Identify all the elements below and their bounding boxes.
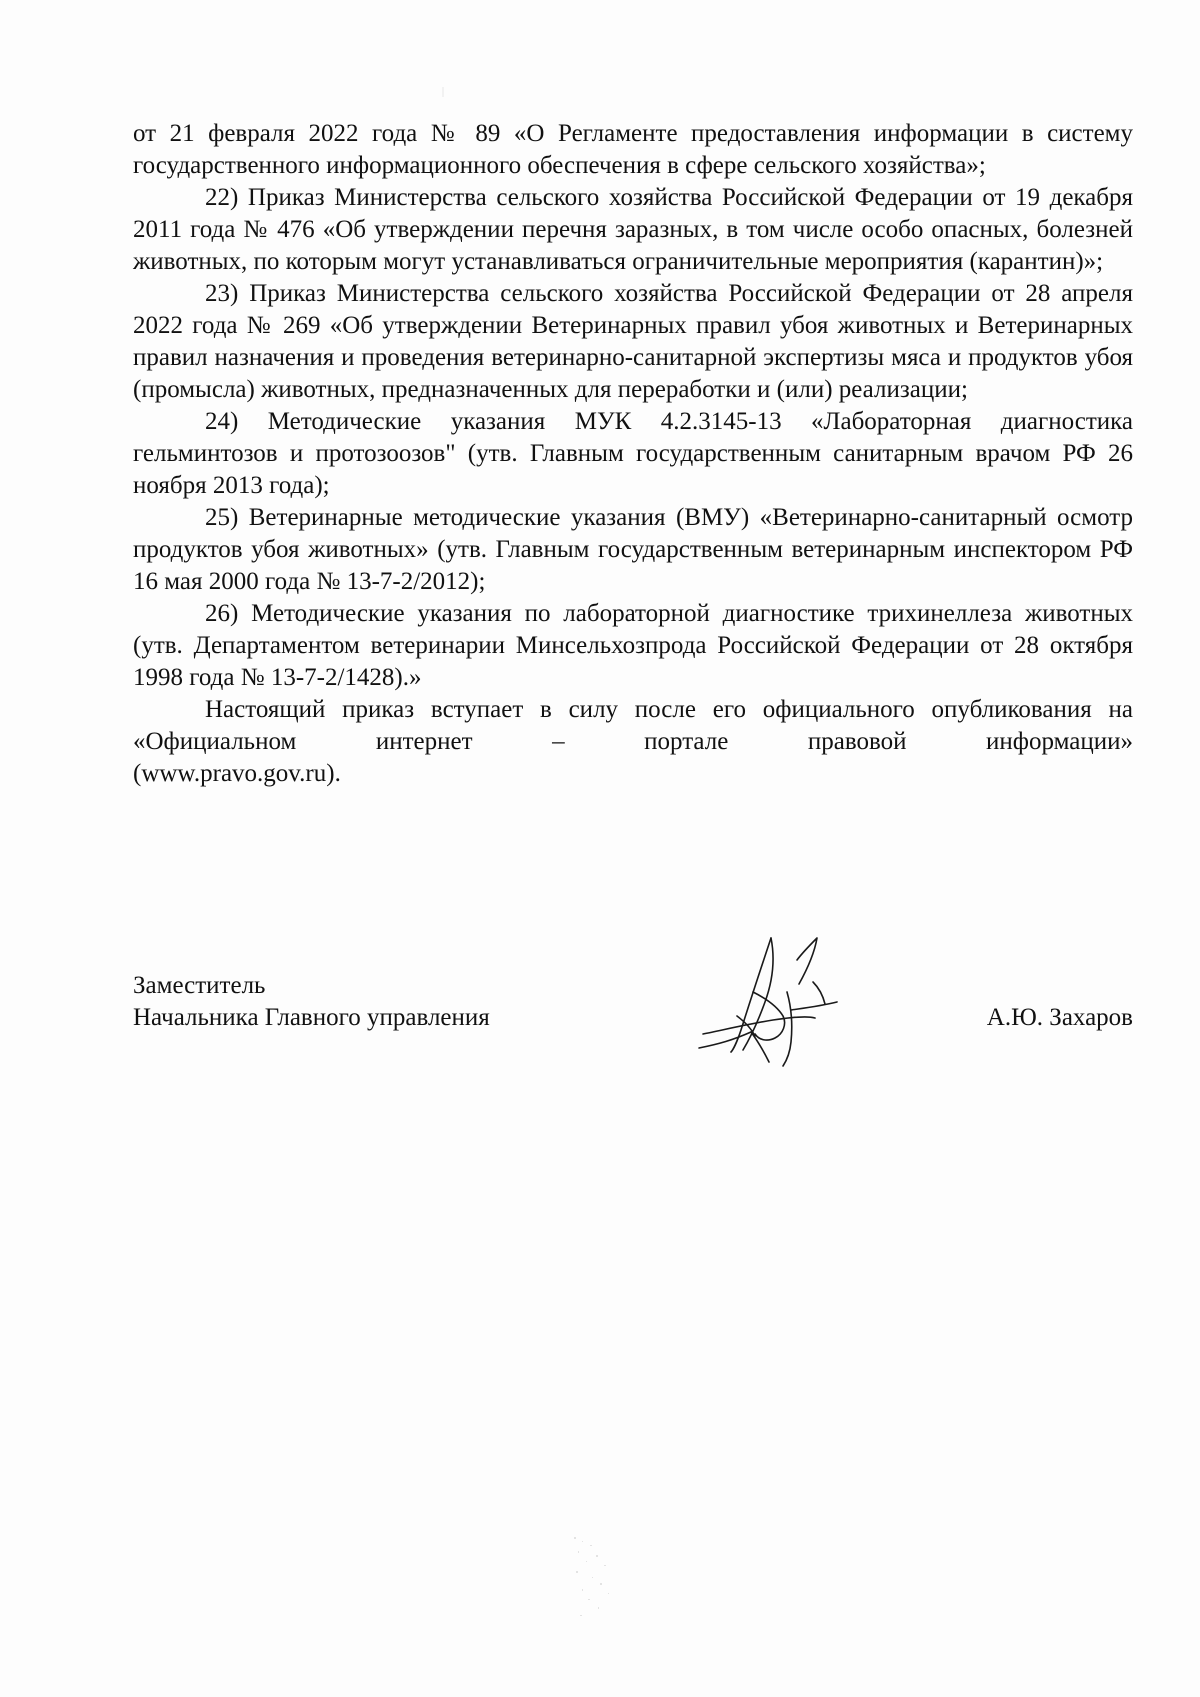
paragraph-21-continuation: от 21 февраля 2022 года № 89 «О Регламенте предоставления информации в систему государственного информационного обеспечения в сфере сельского хозяйства»; bbox=[133, 120, 1133, 179]
paragraph-item-26: 26) Методические указания по лабораторной диагностике трихинеллеза животных (утв. Департаментом ветеринарии Минсельхозпрода Российской Федерации от 28 октября 1998 года № 13-7-2/1428).» bbox=[133, 600, 1133, 691]
signatory-title-line1: Заместитель bbox=[133, 972, 266, 999]
paragraph-item-25: 25) Ветеринарные методические указания (ВМУ) «Ветеринарно-санитарный осмотр продуктов убоя животных» (утв. Главным государственным ветеринарным инспектором РФ 16 мая 2000 года № 13-7-2/2012); bbox=[133, 504, 1133, 595]
scan-artifact bbox=[570, 1535, 620, 1625]
paragraph-effective-date: Настоящий приказ вступает в силу после его официального опубликования на «Официальном интернет – портале правовой информации» bbox=[133, 696, 1133, 755]
signature-block bbox=[133, 970, 1133, 1090]
paragraph-item-22: 22) Приказ Министерства сельского хозяйства Российской Федерации от 19 декабря 2011 года № 476 «Об утверждении перечня заразных, в том числе особо опасных, болезней животных, по которым могут устанавливаться ограничительные мероприятия (карантин)»; bbox=[133, 184, 1133, 275]
scan-mark bbox=[440, 84, 446, 94]
signatory-title bbox=[133, 970, 490, 1034]
paragraph-item-23: 23) Приказ Министерства сельского хозяйства Российской Федерации от 28 апреля 2022 года № 269 «Об утверждении Ветеринарных правил убоя животных и Ветеринарных правил назначения и проведения ветеринарно-санитарной экспертизы мяса и продуктов убоя (промысла) животных, предназначенных для переработки и (или) реализации; bbox=[133, 280, 1133, 403]
signatory-title-line2: Начальника Главного управления bbox=[133, 1004, 490, 1031]
document-body bbox=[133, 118, 1133, 790]
paragraph-portal-url: (www.pravo.gov.ru). bbox=[133, 760, 341, 787]
handwritten-signature-icon bbox=[693, 932, 843, 1077]
signatory-name: А.Ю. Захаров bbox=[986, 1004, 1133, 1031]
paragraph-item-24: 24) Методические указания МУК 4.2.3145-13 «Лабораторная диагностика гельминтозов и протозоозов" (утв. Главным государственным санитарным врачом РФ 26 ноября 2013 года); bbox=[133, 408, 1133, 499]
